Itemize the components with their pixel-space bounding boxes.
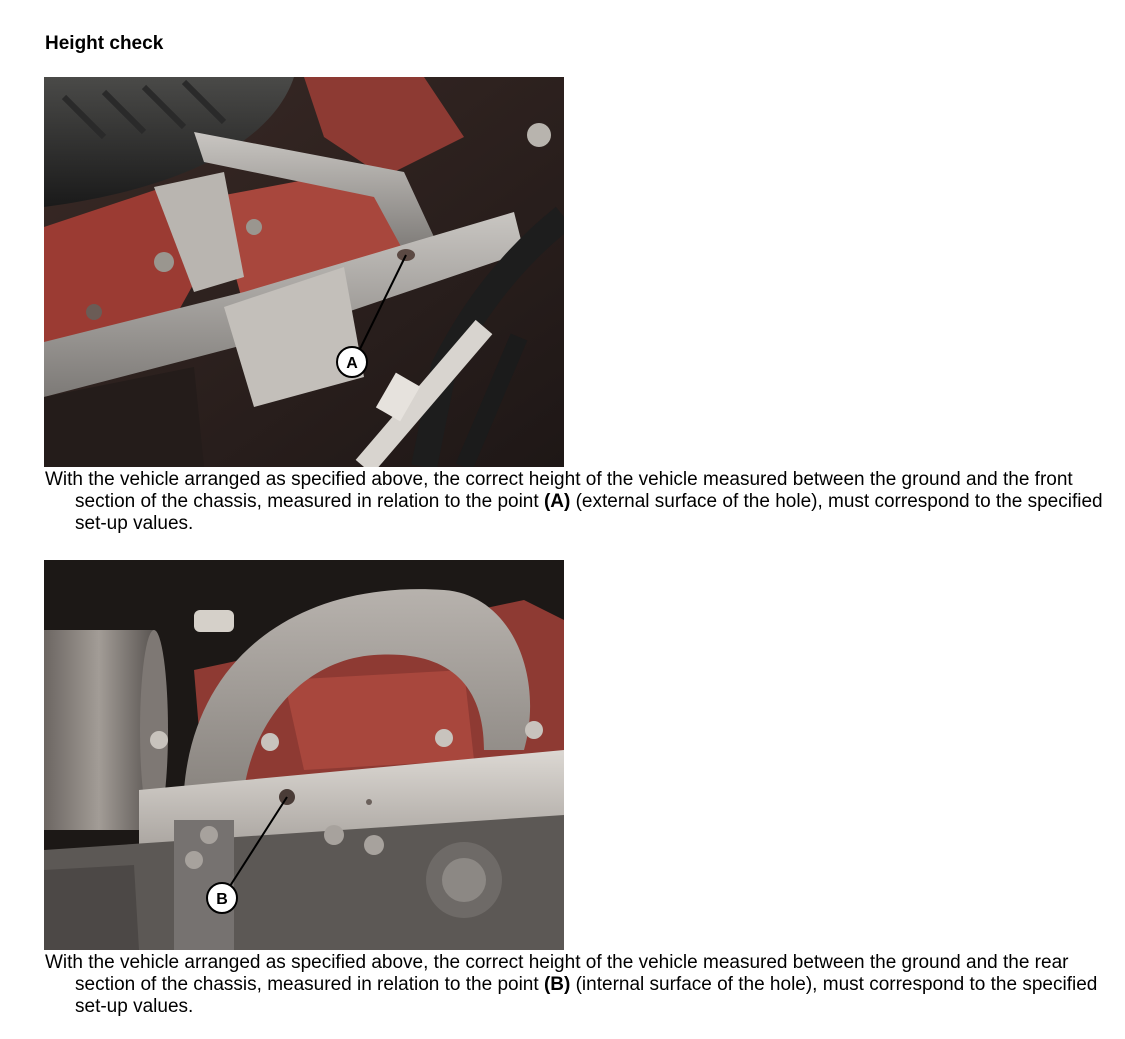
rear-chassis-photo	[44, 560, 564, 950]
front-chassis-photo	[44, 77, 564, 467]
point-a-label: (A)	[543, 491, 571, 512]
section-heading: Height check	[45, 33, 164, 54]
paragraph-a-text-before: With the vehicle arranged as specified above, the correct height of the vehicle measured between the ground and the front section of the chassis, measured in relation to the point	[45, 469, 1073, 512]
paragraph-a-text-after: (external surface of the hole), must correspond to the specified set-up values.	[75, 491, 1103, 534]
callout-b-label: B	[216, 891, 228, 908]
paragraph-b-text-after: (internal surface of the hole), must correspond to the specified set-up values.	[75, 974, 1098, 1017]
paragraph-b-text-before: With the vehicle arranged as specified above, the correct height of the vehicle measured between the ground and the rear section of the chassis, measured in relation to the point	[45, 952, 1069, 995]
front-height-paragraph	[45, 469, 1115, 535]
callout-a-label: A	[346, 355, 358, 372]
rear-height-paragraph	[45, 952, 1115, 1018]
point-b-label: (B)	[543, 974, 571, 995]
